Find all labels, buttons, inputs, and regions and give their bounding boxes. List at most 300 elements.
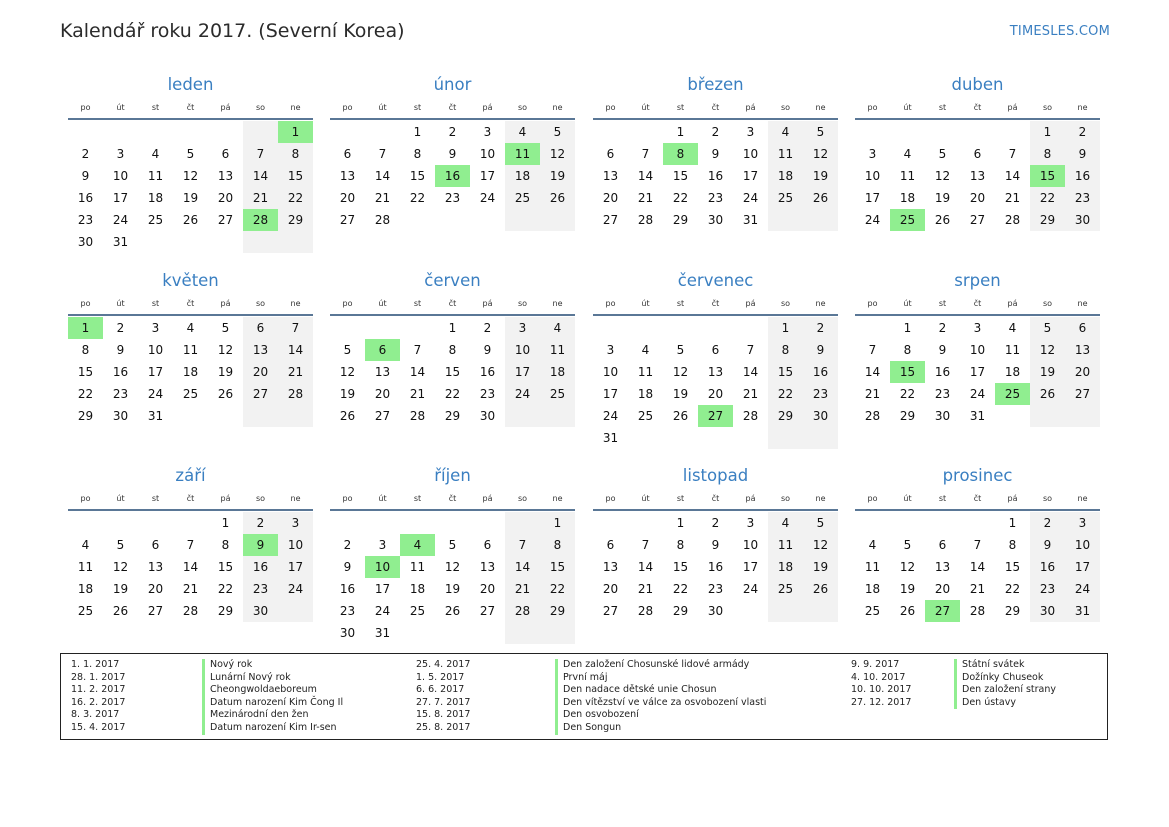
day-cell[interactable]: 10 <box>864 169 881 183</box>
day-cell[interactable]: 29 <box>278 209 313 231</box>
day-cell[interactable]: 20 <box>243 361 278 383</box>
day-cell[interactable]: 27 <box>1065 383 1100 405</box>
day-cell[interactable]: 13 <box>147 560 164 574</box>
day-cell[interactable]: 26 <box>934 213 951 227</box>
day-cell[interactable]: 9 <box>1065 143 1100 165</box>
day-cell[interactable]: 19 <box>540 165 575 187</box>
day-cell[interactable]: 4 <box>768 121 803 143</box>
day-cell[interactable]: 22 <box>672 191 689 205</box>
day-cell[interactable]: 7 <box>378 147 387 161</box>
day-cell[interactable]: 29 <box>899 409 916 423</box>
day-cell[interactable]: 22 <box>77 387 94 401</box>
day-cell[interactable]: 19 <box>803 556 838 578</box>
day-cell[interactable]: 5 <box>803 121 838 143</box>
day-cell[interactable]: 28 <box>505 600 540 622</box>
day-cell[interactable]: 7 <box>413 343 422 357</box>
day-cell[interactable]: 11 <box>540 339 575 361</box>
day-cell[interactable]: 27 <box>243 383 278 405</box>
day-cell[interactable]: 5 <box>938 147 947 161</box>
day-cell[interactable]: 23 <box>112 387 129 401</box>
day-cell[interactable]: 22 <box>672 582 689 596</box>
day-cell[interactable]: 13 <box>707 365 724 379</box>
day-cell[interactable]: 24 <box>278 578 313 600</box>
day-cell[interactable]: 12 <box>934 169 951 183</box>
day-cell[interactable]: 14 <box>969 560 986 574</box>
day-cell[interactable]: 19 <box>934 191 951 205</box>
day-cell[interactable]: 16 <box>339 582 356 596</box>
day-cell[interactable]: 15 <box>444 365 461 379</box>
day-cell[interactable]: 24 <box>602 409 619 423</box>
day-cell[interactable]: 5 <box>221 321 230 335</box>
holiday-day-cell[interactable]: 27 <box>698 405 733 427</box>
day-cell[interactable]: 6 <box>606 538 615 552</box>
day-cell[interactable]: 23 <box>1030 578 1065 600</box>
day-cell[interactable]: 5 <box>903 538 912 552</box>
day-cell[interactable]: 14 <box>374 169 391 183</box>
day-cell[interactable]: 1 <box>676 516 685 530</box>
day-cell[interactable]: 6 <box>483 538 492 552</box>
day-cell[interactable]: 18 <box>77 582 94 596</box>
holiday-day-cell[interactable]: 25 <box>995 383 1030 405</box>
day-cell[interactable]: 17 <box>147 365 164 379</box>
day-cell[interactable]: 21 <box>409 387 426 401</box>
day-cell[interactable]: 25 <box>77 604 94 618</box>
day-cell[interactable]: 30 <box>1065 209 1100 231</box>
day-cell[interactable]: 26 <box>803 578 838 600</box>
day-cell[interactable]: 16 <box>934 365 951 379</box>
day-cell[interactable]: 19 <box>1030 361 1065 383</box>
day-cell[interactable]: 9 <box>116 343 125 357</box>
day-cell[interactable]: 10 <box>742 147 759 161</box>
day-cell[interactable]: 15 <box>540 556 575 578</box>
day-cell[interactable]: 13 <box>479 560 496 574</box>
day-cell[interactable]: 6 <box>151 538 160 552</box>
day-cell[interactable]: 19 <box>217 365 234 379</box>
day-cell[interactable]: 30 <box>112 409 129 423</box>
day-cell[interactable]: 4 <box>868 538 877 552</box>
day-cell[interactable]: 6 <box>938 538 947 552</box>
day-cell[interactable]: 20 <box>707 387 724 401</box>
day-cell[interactable]: 10 <box>602 365 619 379</box>
day-cell[interactable]: 1 <box>676 125 685 139</box>
day-cell[interactable]: 27 <box>217 213 234 227</box>
day-cell[interactable]: 18 <box>409 582 426 596</box>
day-cell[interactable]: 27 <box>602 604 619 618</box>
day-cell[interactable]: 16 <box>1030 556 1065 578</box>
day-cell[interactable]: 5 <box>676 343 685 357</box>
day-cell[interactable]: 19 <box>672 387 689 401</box>
day-cell[interactable]: 6 <box>606 147 615 161</box>
day-cell[interactable]: 3 <box>1065 512 1100 534</box>
day-cell[interactable]: 8 <box>903 343 912 357</box>
day-cell[interactable]: 16 <box>707 169 724 183</box>
day-cell[interactable]: 15 <box>77 365 94 379</box>
day-cell[interactable]: 29 <box>540 600 575 622</box>
day-cell[interactable]: 24 <box>505 383 540 405</box>
day-cell[interactable]: 7 <box>746 343 755 357</box>
day-cell[interactable]: 17 <box>374 582 391 596</box>
day-cell[interactable]: 9 <box>448 147 457 161</box>
day-cell[interactable]: 28 <box>1004 213 1021 227</box>
day-cell[interactable]: 4 <box>151 147 160 161</box>
day-cell[interactable]: 26 <box>803 187 838 209</box>
day-cell[interactable]: 25 <box>864 604 881 618</box>
day-cell[interactable]: 13 <box>243 339 278 361</box>
day-cell[interactable]: 11 <box>409 560 426 574</box>
day-cell[interactable]: 25 <box>768 578 803 600</box>
day-cell[interactable]: 22 <box>899 387 916 401</box>
day-cell[interactable]: 2 <box>803 317 838 339</box>
day-cell[interactable]: 6 <box>973 147 982 161</box>
day-cell[interactable]: 21 <box>1004 191 1021 205</box>
day-cell[interactable]: 3 <box>151 321 160 335</box>
day-cell[interactable]: 10 <box>969 343 986 357</box>
day-cell[interactable]: 13 <box>934 560 951 574</box>
day-cell[interactable]: 7 <box>973 538 982 552</box>
day-cell[interactable]: 29 <box>1030 209 1065 231</box>
day-cell[interactable]: 29 <box>444 409 461 423</box>
day-cell[interactable]: 19 <box>339 387 356 401</box>
holiday-day-cell[interactable]: 6 <box>365 339 400 361</box>
day-cell[interactable]: 16 <box>243 556 278 578</box>
day-cell[interactable]: 19 <box>182 191 199 205</box>
day-cell[interactable]: 18 <box>768 556 803 578</box>
holiday-day-cell[interactable]: 1 <box>278 121 313 143</box>
day-cell[interactable]: 1 <box>540 512 575 534</box>
day-cell[interactable]: 27 <box>147 604 164 618</box>
day-cell[interactable]: 9 <box>81 169 90 183</box>
day-cell[interactable]: 12 <box>540 143 575 165</box>
holiday-day-cell[interactable]: 11 <box>505 143 540 165</box>
day-cell[interactable]: 26 <box>444 604 461 618</box>
day-cell[interactable]: 25 <box>637 409 654 423</box>
day-cell[interactable]: 24 <box>1065 578 1100 600</box>
day-cell[interactable]: 12 <box>1030 339 1065 361</box>
day-cell[interactable]: 5 <box>803 512 838 534</box>
day-cell[interactable]: 3 <box>505 317 540 339</box>
day-cell[interactable]: 11 <box>182 343 199 357</box>
day-cell[interactable]: 2 <box>483 321 492 335</box>
day-cell[interactable]: 2 <box>448 125 457 139</box>
day-cell[interactable]: 26 <box>182 213 199 227</box>
day-cell[interactable]: 2 <box>116 321 125 335</box>
day-cell[interactable]: 28 <box>742 409 759 423</box>
day-cell[interactable]: 29 <box>77 409 94 423</box>
day-cell[interactable]: 17 <box>969 365 986 379</box>
day-cell[interactable]: 3 <box>746 125 755 139</box>
day-cell[interactable]: 23 <box>479 387 496 401</box>
day-cell[interactable]: 27 <box>374 409 391 423</box>
day-cell[interactable]: 20 <box>374 387 391 401</box>
day-cell[interactable]: 16 <box>803 361 838 383</box>
day-cell[interactable]: 3 <box>378 538 387 552</box>
day-cell[interactable]: 27 <box>339 213 356 227</box>
day-cell[interactable]: 10 <box>479 147 496 161</box>
day-cell[interactable]: 23 <box>707 191 724 205</box>
day-cell[interactable]: 2 <box>1030 512 1065 534</box>
day-cell[interactable]: 28 <box>409 409 426 423</box>
day-cell[interactable]: 3 <box>606 343 615 357</box>
day-cell[interactable]: 18 <box>540 361 575 383</box>
day-cell[interactable]: 13 <box>602 169 619 183</box>
day-cell[interactable]: 3 <box>278 512 313 534</box>
day-cell[interactable]: 15 <box>768 361 803 383</box>
day-cell[interactable]: 1 <box>1008 516 1017 530</box>
day-cell[interactable]: 28 <box>182 604 199 618</box>
day-cell[interactable]: 31 <box>1065 600 1100 622</box>
day-cell[interactable]: 21 <box>374 191 391 205</box>
day-cell[interactable]: 17 <box>742 560 759 574</box>
day-cell[interactable]: 7 <box>1008 147 1017 161</box>
holiday-day-cell[interactable]: 27 <box>925 600 960 622</box>
day-cell[interactable]: 10 <box>505 339 540 361</box>
day-cell[interactable]: 25 <box>182 387 199 401</box>
day-cell[interactable]: 11 <box>1004 343 1021 357</box>
holiday-day-cell[interactable]: 1 <box>68 317 103 339</box>
day-cell[interactable]: 12 <box>339 365 356 379</box>
day-cell[interactable]: 14 <box>182 560 199 574</box>
day-cell[interactable]: 1 <box>413 125 422 139</box>
day-cell[interactable]: 15 <box>409 169 426 183</box>
day-cell[interactable]: 23 <box>243 578 278 600</box>
day-cell[interactable]: 5 <box>540 121 575 143</box>
day-cell[interactable]: 3 <box>746 516 755 530</box>
day-cell[interactable]: 6 <box>1065 317 1100 339</box>
day-cell[interactable]: 15 <box>672 169 689 183</box>
day-cell[interactable]: 21 <box>278 361 313 383</box>
day-cell[interactable]: 11 <box>147 169 164 183</box>
day-cell[interactable]: 25 <box>147 213 164 227</box>
day-cell[interactable]: 31 <box>147 409 164 423</box>
day-cell[interactable]: 8 <box>540 534 575 556</box>
day-cell[interactable]: 8 <box>221 538 230 552</box>
day-cell[interactable]: 18 <box>637 387 654 401</box>
day-cell[interactable]: 8 <box>1008 538 1017 552</box>
day-cell[interactable]: 21 <box>969 582 986 596</box>
day-cell[interactable]: 17 <box>742 169 759 183</box>
day-cell[interactable]: 15 <box>278 165 313 187</box>
day-cell[interactable]: 6 <box>243 317 278 339</box>
day-cell[interactable]: 28 <box>969 604 986 618</box>
day-cell[interactable]: 16 <box>112 365 129 379</box>
day-cell[interactable]: 1 <box>448 321 457 335</box>
day-cell[interactable]: 2 <box>81 147 90 161</box>
day-cell[interactable]: 17 <box>1065 556 1100 578</box>
day-cell[interactable]: 8 <box>413 147 422 161</box>
day-cell[interactable]: 2 <box>243 512 278 534</box>
day-cell[interactable]: 29 <box>672 604 689 618</box>
day-cell[interactable]: 19 <box>803 165 838 187</box>
day-cell[interactable]: 5 <box>448 538 457 552</box>
day-cell[interactable]: 23 <box>444 191 461 205</box>
day-cell[interactable]: 3 <box>116 147 125 161</box>
day-cell[interactable]: 26 <box>672 409 689 423</box>
day-cell[interactable]: 17 <box>864 191 881 205</box>
day-cell[interactable]: 29 <box>672 213 689 227</box>
day-cell[interactable]: 23 <box>1065 187 1100 209</box>
day-cell[interactable]: 2 <box>711 125 720 139</box>
day-cell[interactable]: 7 <box>868 343 877 357</box>
day-cell[interactable]: 31 <box>602 431 619 445</box>
day-cell[interactable]: 14 <box>637 560 654 574</box>
day-cell[interactable]: 1 <box>221 516 230 530</box>
day-cell[interactable]: 4 <box>768 512 803 534</box>
day-cell[interactable]: 9 <box>343 560 352 574</box>
holiday-day-cell[interactable]: 15 <box>890 361 925 383</box>
day-cell[interactable]: 13 <box>602 560 619 574</box>
day-cell[interactable]: 26 <box>339 409 356 423</box>
day-cell[interactable]: 12 <box>182 169 199 183</box>
day-cell[interactable]: 20 <box>1065 361 1100 383</box>
day-cell[interactable]: 31 <box>969 409 986 423</box>
day-cell[interactable]: 13 <box>969 169 986 183</box>
day-cell[interactable]: 12 <box>899 560 916 574</box>
day-cell[interactable]: 30 <box>243 600 278 622</box>
day-cell[interactable]: 5 <box>1030 317 1065 339</box>
day-cell[interactable]: 4 <box>540 317 575 339</box>
day-cell[interactable]: 12 <box>803 534 838 556</box>
day-cell[interactable]: 29 <box>1004 604 1021 618</box>
day-cell[interactable]: 9 <box>711 147 720 161</box>
day-cell[interactable]: 17 <box>479 169 496 183</box>
day-cell[interactable]: 22 <box>540 578 575 600</box>
day-cell[interactable]: 23 <box>803 383 838 405</box>
day-cell[interactable]: 28 <box>637 213 654 227</box>
day-cell[interactable]: 18 <box>182 365 199 379</box>
day-cell[interactable]: 19 <box>112 582 129 596</box>
day-cell[interactable]: 16 <box>77 191 94 205</box>
day-cell[interactable]: 22 <box>1004 582 1021 596</box>
day-cell[interactable]: 14 <box>637 169 654 183</box>
day-cell[interactable]: 23 <box>77 213 94 227</box>
day-cell[interactable]: 13 <box>339 169 356 183</box>
day-cell[interactable]: 18 <box>147 191 164 205</box>
day-cell[interactable]: 7 <box>278 317 313 339</box>
day-cell[interactable]: 20 <box>217 191 234 205</box>
day-cell[interactable]: 4 <box>641 343 650 357</box>
day-cell[interactable]: 6 <box>711 343 720 357</box>
day-cell[interactable]: 3 <box>868 147 877 161</box>
day-cell[interactable]: 25 <box>409 604 426 618</box>
day-cell[interactable]: 30 <box>707 604 724 618</box>
day-cell[interactable]: 29 <box>768 405 803 427</box>
day-cell[interactable]: 7 <box>641 147 650 161</box>
day-cell[interactable]: 20 <box>602 582 619 596</box>
day-cell[interactable]: 8 <box>676 538 685 552</box>
day-cell[interactable]: 24 <box>742 582 759 596</box>
day-cell[interactable]: 22 <box>217 582 234 596</box>
day-cell[interactable]: 26 <box>1030 383 1065 405</box>
day-cell[interactable]: 27 <box>969 213 986 227</box>
day-cell[interactable]: 5 <box>343 343 352 357</box>
day-cell[interactable]: 28 <box>864 409 881 423</box>
day-cell[interactable]: 4 <box>505 121 540 143</box>
day-cell[interactable]: 25 <box>768 187 803 209</box>
day-cell[interactable]: 12 <box>112 560 129 574</box>
day-cell[interactable]: 10 <box>278 534 313 556</box>
day-cell[interactable]: 26 <box>217 387 234 401</box>
day-cell[interactable]: 28 <box>374 213 391 227</box>
day-cell[interactable]: 14 <box>505 556 540 578</box>
day-cell[interactable]: 11 <box>637 365 654 379</box>
day-cell[interactable]: 12 <box>217 343 234 357</box>
day-cell[interactable]: 13 <box>217 169 234 183</box>
day-cell[interactable]: 7 <box>505 534 540 556</box>
day-cell[interactable]: 5 <box>186 147 195 161</box>
day-cell[interactable]: 9 <box>938 343 947 357</box>
day-cell[interactable]: 26 <box>112 604 129 618</box>
day-cell[interactable]: 19 <box>444 582 461 596</box>
day-cell[interactable]: 1 <box>903 321 912 335</box>
site-link[interactable]: TIMESLES.COM <box>1009 24 1110 39</box>
day-cell[interactable]: 8 <box>448 343 457 357</box>
day-cell[interactable]: 22 <box>278 187 313 209</box>
day-cell[interactable]: 16 <box>1065 165 1100 187</box>
holiday-day-cell[interactable]: 15 <box>1030 165 1065 187</box>
day-cell[interactable]: 19 <box>899 582 916 596</box>
day-cell[interactable]: 12 <box>803 143 838 165</box>
day-cell[interactable]: 22 <box>444 387 461 401</box>
day-cell[interactable]: 9 <box>711 538 720 552</box>
day-cell[interactable]: 11 <box>77 560 94 574</box>
day-cell[interactable]: 7 <box>641 538 650 552</box>
day-cell[interactable]: 20 <box>339 191 356 205</box>
day-cell[interactable]: 14 <box>1004 169 1021 183</box>
day-cell[interactable]: 7 <box>186 538 195 552</box>
day-cell[interactable]: 21 <box>243 187 278 209</box>
day-cell[interactable]: 17 <box>278 556 313 578</box>
day-cell[interactable]: 21 <box>637 191 654 205</box>
day-cell[interactable]: 13 <box>1065 339 1100 361</box>
day-cell[interactable]: 14 <box>409 365 426 379</box>
day-cell[interactable]: 31 <box>742 213 759 227</box>
day-cell[interactable]: 3 <box>483 125 492 139</box>
day-cell[interactable]: 1 <box>768 317 803 339</box>
day-cell[interactable]: 6 <box>343 147 352 161</box>
day-cell[interactable]: 26 <box>899 604 916 618</box>
day-cell[interactable]: 20 <box>479 582 496 596</box>
day-cell[interactable]: 11 <box>864 560 881 574</box>
day-cell[interactable]: 13 <box>374 365 391 379</box>
day-cell[interactable]: 21 <box>505 578 540 600</box>
day-cell[interactable]: 27 <box>479 604 496 618</box>
day-cell[interactable]: 30 <box>1030 600 1065 622</box>
day-cell[interactable]: 17 <box>505 361 540 383</box>
day-cell[interactable]: 24 <box>374 604 391 618</box>
day-cell[interactable]: 29 <box>217 604 234 618</box>
day-cell[interactable]: 8 <box>81 343 90 357</box>
day-cell[interactable]: 20 <box>602 191 619 205</box>
day-cell[interactable]: 24 <box>742 191 759 205</box>
holiday-day-cell[interactable]: 8 <box>663 143 698 165</box>
day-cell[interactable]: 30 <box>934 409 951 423</box>
day-cell[interactable]: 4 <box>186 321 195 335</box>
day-cell[interactable]: 2 <box>1065 121 1100 143</box>
day-cell[interactable]: 21 <box>742 387 759 401</box>
day-cell[interactable]: 23 <box>339 604 356 618</box>
day-cell[interactable]: 7 <box>243 143 278 165</box>
day-cell[interactable]: 22 <box>1030 187 1065 209</box>
day-cell[interactable]: 10 <box>147 343 164 357</box>
day-cell[interactable]: 24 <box>147 387 164 401</box>
day-cell[interactable]: 4 <box>1008 321 1017 335</box>
day-cell[interactable]: 31 <box>374 626 391 640</box>
day-cell[interactable]: 20 <box>969 191 986 205</box>
day-cell[interactable]: 24 <box>864 213 881 227</box>
day-cell[interactable]: 6 <box>221 147 230 161</box>
day-cell[interactable]: 28 <box>278 383 313 405</box>
day-cell[interactable]: 14 <box>243 165 278 187</box>
